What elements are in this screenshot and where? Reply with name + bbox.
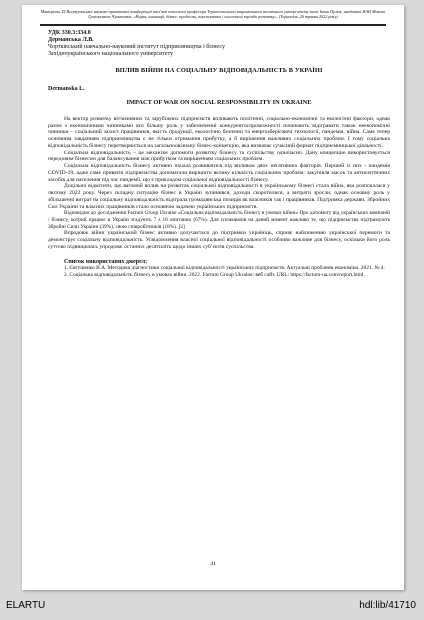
document-page (22, 5, 404, 590)
article-body (22, 30, 404, 279)
institution-line-2: Західноукраїнського національного університету (48, 50, 174, 57)
repository-name: ELARTU (6, 600, 46, 611)
viewer-footer (0, 590, 424, 620)
paragraph: Соціальна відповідальність – це механізм допомоги розвитку бізнесу та суспільству одночасно. Дану концепцію використовується передовим бізнесом для балансування між прибутком та вирішенням соціальних проблем. (48, 149, 390, 163)
paragraph: На вектор розвитку вітчизняних та зарубіжних підприємств впливають політичні, соціально-економічні та екологічні фактори, однак разом з економічними чинниками все більшу роль у забезпеченні конкурентоспроможності починають відігравати також неекономічні чинники – соціальний захист працівників, якість продукції, екологічно безпечні та енергозберігаючі технології, пандемія, війна. Саме тепер основним завданням підприємництва є не тільки отримання прибутку, а й вирішення важливих соціальних проблем. І тому соціальна відповідальність бізнесу перетворюється на загальноовізнану бізнес-концепцію, яка визначає сучасний формат підприємницької діяльності. (48, 115, 390, 149)
udk-code: УДК 330.3:334.0 (48, 29, 91, 36)
paragraph-study: Відповідно до дослідження Factum Group Ukraine «Соціальна відповідальність бізнесу в умовах війни» Про допомогу від українських компаній / бізнесу, котрий працює в Україні згадують 7 з 10 опитаних (67%). Для споживачів на даний момент важливо те, що підприємства підтримують Збройні Сили України (39%), свою співробітників (18%). [2] (48, 210, 390, 230)
paragraph: Доцільно відмітити, що вагомий вплив на розвиток соціальної відповідальності в українському бізнесі стала війна, яка розпочалася у лютому 2022 року. Через складну ситуацію бізнес в Україні зупинився, доходи скоротилися, а витрати зросли, однак основну роль у збільшенні витрат на соціальну відповідальність відіграла громадянська позиція як власників так і працівників. Підтримка держави, Збройних Сил України та власних працівників стало основною задачею українських підприємств. (48, 183, 390, 210)
author-uk: Дерманська Л.В. (48, 36, 94, 43)
paragraph-final: Впродовж війни український бізнес активно долучається до підтримки україніць, сприяє наближенню української перемоги та демонструє соціальну відповідальність. Усвідомлення власної соціальної відповідальності особливо важливе для бізнесу, оскільки його роль суттєво підвищилась упродовж останніх десятиліть щодо інших суб’єктів суспільства. (48, 230, 390, 250)
author-en: Dermanska L. (48, 85, 85, 92)
page-number: 41 (210, 561, 216, 567)
institution-line-1: Чортківський навчально-науковий інститут підприємництва і бізнесу (48, 43, 225, 50)
references-title: Список використаних джерел: (64, 259, 148, 266)
title-english: IMPACT OF WAR ON SOCIAL RESPONSIBILITY IN UKRAINE (126, 98, 312, 106)
conference-header: Матеріали XI Всеукраїнської науково-практичної конференції пам’яті почесного професора Тернопільського національного технічного університету імені Івана Пулюя, академіка НАН Миколи Григоровича Чумаченка: «Наука, інновації, бізнес: проблеми, перспективи і сьогочасні тренди розвитку». (Тернопіль, 26 травня 2022 року) (40, 9, 386, 26)
handle-id: hdl:lib/41710 (359, 600, 416, 611)
paragraph: Соціальна відповідальність бізнесу активно почала розвиватися під впливом двох негативних факторів. Перший із них - пандемія COVID-19, адже саме приватні підприємства допомагали вирішити велику кількість соціальних проблем: закупівля масок та антисептичних засобів для населення під час пандемії, що є прикладом соціальної відповідальності бізнесу. (48, 163, 390, 183)
reference-item: 2. Соціальна відповідальність бізнесу в умовах війни. 2022. Factum Group Ukraine: веб сайт. URL: https://factum-ua.com/report.html. (64, 271, 365, 278)
title-ukrainian: ВПЛИВ ВІЙНИ НА СОЦІАЛЬНУ ВІДПОВІДАЛЬНІСТЬ В УКРАЇНІ (115, 66, 323, 74)
reference-item: 1. Євтушенко В.А. Методика діагностики соціальної відповідальності українських підприємств. Актуальні проблеми економіки. 2021. № 4. (64, 265, 385, 272)
